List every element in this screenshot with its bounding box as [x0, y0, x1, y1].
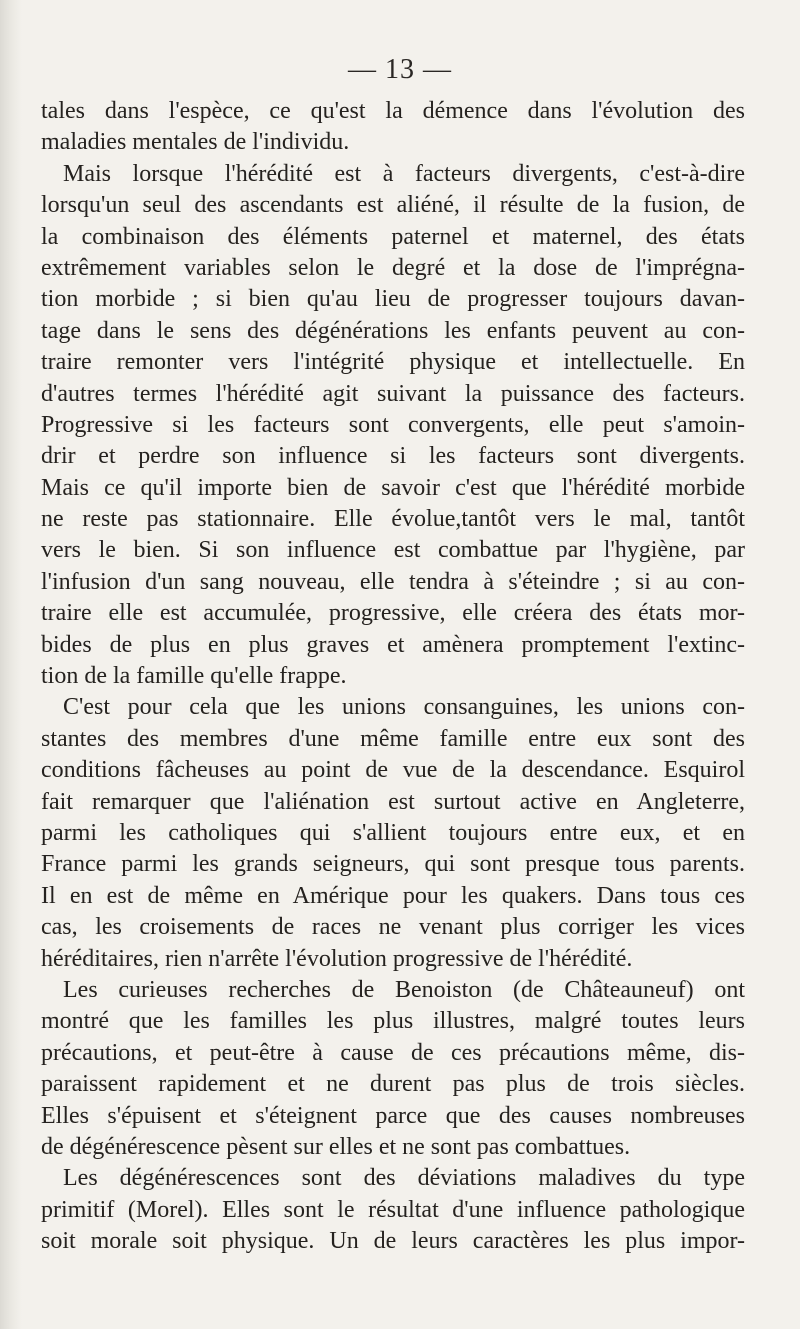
- text-line: Les curieuses recherches de Benoiston (de Châteauneuf) ont: [63, 976, 745, 1003]
- text-line: de dégénérescence pèsent sur elles et ne sont pas combattues.: [41, 1133, 631, 1160]
- text-line: vers le bien. Si son influence est combattue par l'hygiène, par: [41, 537, 745, 564]
- text-line: lorsqu'un seul des ascendants est aliéné, il résulte de la fusion, de: [41, 192, 745, 219]
- text-line: montré que les familles les plus illustres, malgré toutes leurs: [41, 1008, 745, 1035]
- text-line: drir et perdre son influence si les facteurs sont divergents.: [41, 443, 745, 470]
- text-line: France parmi les grands seigneurs, qui sont presque tous parents.: [41, 851, 745, 878]
- text-line: Mais lorsque l'hérédité est à facteurs divergents, c'est-à-dire: [63, 160, 745, 187]
- text-line: d'autres termes l'hérédité agit suivant la puissance des facteurs.: [41, 380, 745, 407]
- page-gutter-shadow: [0, 0, 22, 1329]
- text-line: tales dans l'espèce, ce qu'est la démence dans l'évolution des: [41, 98, 745, 124]
- text-line: précautions, et peut-être à cause de ces précautions même, dis-: [41, 1039, 745, 1066]
- text-line: l'infusion d'un sang nouveau, elle tendra à s'éteindre ; si au con-: [41, 568, 745, 595]
- text-line: extrêmement variables selon le degré et la dose de l'imprégna-: [41, 254, 745, 281]
- text-line: primitif (Morel). Elles sont le résultat d'une influence pathologique: [41, 1196, 745, 1223]
- text-line: paraissent rapidement et ne durent pas plus de trois siècles.: [41, 1071, 745, 1098]
- text-line: Il en est de même en Amérique pour les quakers. Dans tous ces: [41, 882, 745, 909]
- text-line: stantes des membres d'une même famille entre eux sont des: [41, 725, 745, 752]
- text-line: conditions fâcheuses au point de vue de la descendance. Esquirol: [41, 757, 745, 784]
- text-line: C'est pour cela que les unions consanguines, les unions con-: [63, 694, 745, 721]
- text-line: maladies mentales de l'individu.: [41, 129, 350, 156]
- text-line: tion de la famille qu'elle frappe.: [41, 663, 347, 690]
- body-text: [41, 96, 745, 1257]
- text-line: traire remonter vers l'intégrité physique et intellectuelle. En: [41, 349, 745, 376]
- text-line: tion morbide ; si bien qu'au lieu de progresser toujours davan-: [41, 286, 745, 313]
- text-line: ne reste pas stationnaire. Elle évolue,tantôt vers le mal, tantôt: [41, 506, 745, 533]
- text-line: traire elle est accumulée, progressive, elle créera des états mor-: [41, 600, 745, 627]
- text-line: Les dégénérescences sont des déviations maladives du type: [63, 1165, 745, 1192]
- text-line: Progressive si les facteurs sont convergents, elle peut s'amoin-: [41, 411, 745, 438]
- text-line: tage dans le sens des dégénérations les enfants peuvent au con-: [41, 317, 745, 344]
- text-line: soit morale soit physique. Un de leurs caractères les plus impor-: [41, 1228, 745, 1255]
- text-line: parmi les catholiques qui s'allient toujours entre eux, et en: [41, 819, 745, 846]
- text-line: fait remarquer que l'aliénation est surtout active en Angleterre,: [41, 788, 745, 815]
- text-line: héréditaires, rien n'arrête l'évolution progressive de l'hérédité.: [41, 945, 633, 972]
- text-line: Mais ce qu'il importe bien de savoir c'est que l'hérédité morbide: [41, 474, 745, 501]
- text-line: bides de plus en plus graves et amènera promptement l'extinc-: [41, 631, 745, 658]
- text-line: Elles s'épuisent et s'éteignent parce que des causes nombreuses: [41, 1102, 745, 1129]
- text-line: cas, les croisements de races ne venant plus corriger les vices: [41, 914, 745, 941]
- page-number: — 13 —: [348, 54, 452, 85]
- text-line: la combinaison des éléments paternel et maternel, des états: [41, 223, 745, 250]
